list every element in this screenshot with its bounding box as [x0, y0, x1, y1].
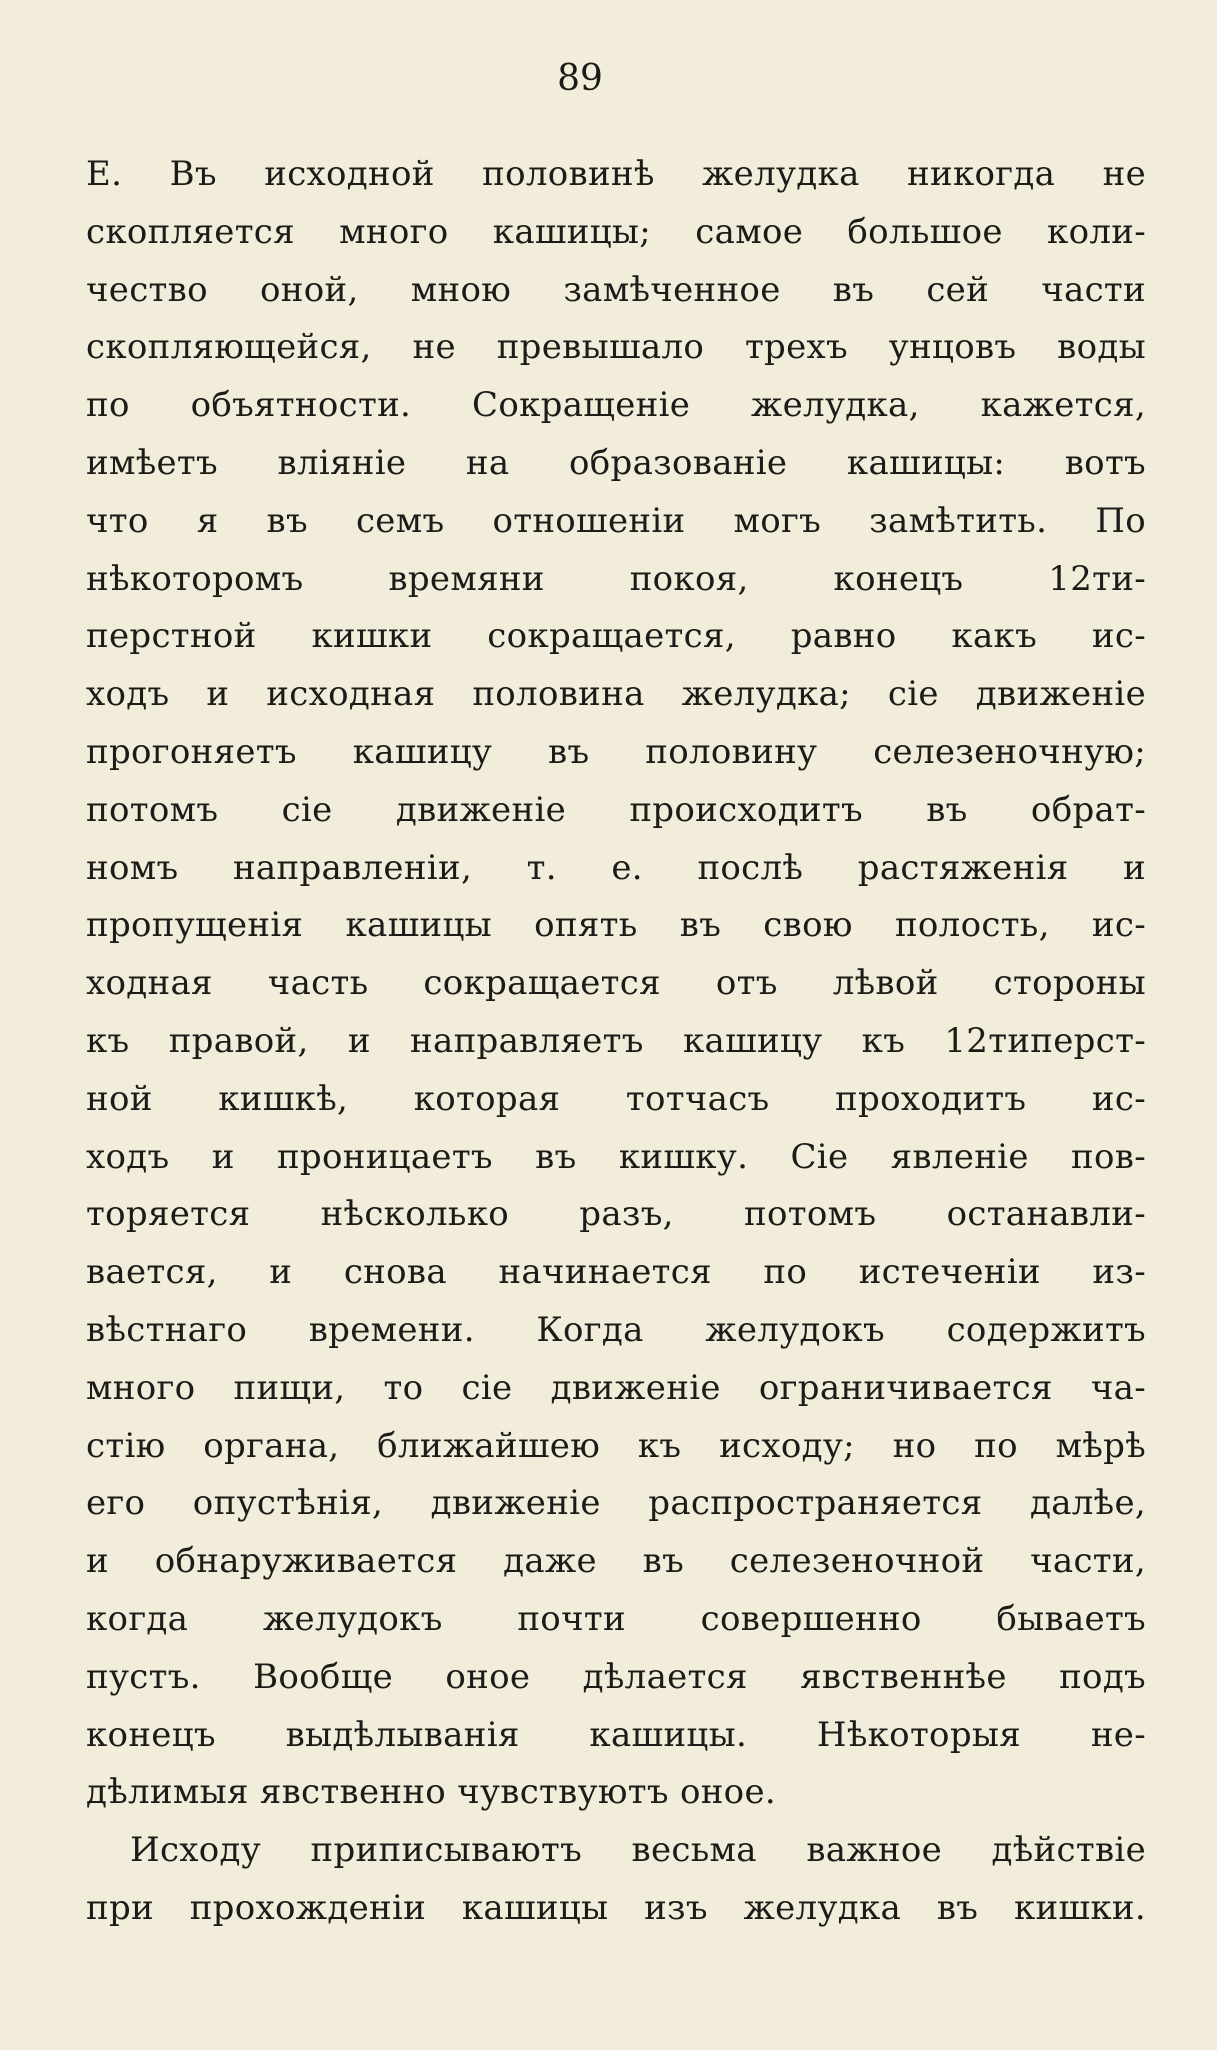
- text-line: скопляется много кашицы; самое большое коли-: [86, 211, 1146, 252]
- text-line: ной кишкѣ, которая тотчасъ проходитъ ис-: [86, 1078, 1146, 1119]
- text-line: много пищи, то сіе движеніе ограничивается ча-: [86, 1367, 1146, 1408]
- text-line: что я въ семъ отношеніи могъ замѣтить. По: [86, 500, 1146, 541]
- text-line: вѣстнаго времени. Когда желудокъ содержитъ: [86, 1309, 1146, 1350]
- text-line: номъ направленіи, т. е. послѣ растяженія и: [86, 847, 1146, 888]
- text-line: при прохожденіи кашицы изъ желудка въ кишки.: [86, 1887, 1146, 1928]
- text-line: ходъ и исходная половина желудка; сіе движеніе: [86, 674, 1146, 715]
- text-line: пропущенія кашицы опять въ свою полость, ис-: [86, 905, 1146, 946]
- text-line: конецъ выдѣлыванія кашицы. Нѣкоторыя не-: [86, 1714, 1146, 1755]
- body-text: [86, 146, 1146, 1938]
- text-line: его опустѣнія, движеніе распространяется далѣе,: [86, 1483, 1146, 1524]
- text-line: нѣкоторомъ времяни покоя, конецъ 12ти-: [86, 558, 1146, 599]
- text-line: пустъ. Вообще оное дѣлается явственнѣе подъ: [86, 1656, 1146, 1697]
- text-line: Исходу приписываютъ весьма важное дѣйствіе: [130, 1830, 1146, 1871]
- text-line: по объятности. Сокращеніе желудка, кажется,: [86, 385, 1146, 426]
- text-line: Е. Въ исходной половинѣ желудка никогда не: [86, 154, 1146, 194]
- text-line: имѣетъ вліяніе на образованіе кашицы: вотъ: [86, 442, 1146, 483]
- text-line: перстной кишки сокращается, равно какъ ис-: [86, 616, 1146, 657]
- text-line: стію органа, ближайшею къ исходу; но по мѣрѣ: [86, 1425, 1146, 1466]
- text-line: прогоняетъ кашицу въ половину селезеночную;: [86, 731, 1146, 772]
- text-line: вается, и снова начинается по истеченіи из-: [86, 1252, 1146, 1293]
- text-line: ходъ и проницаетъ въ кишку. Сіе явленіе пов-: [86, 1136, 1146, 1177]
- paragraph: [86, 1822, 1146, 1938]
- text-line: къ правой, и направляетъ кашицу къ 12типерст-: [86, 1020, 1146, 1061]
- page-number: 89: [557, 58, 603, 99]
- text-line: потомъ сіе движеніе происходитъ въ обрат-: [86, 789, 1146, 830]
- text-line: ходная часть сокращается отъ лѣвой стороны: [86, 963, 1146, 1004]
- text-line: чество оной, мною замѣченное въ сей части: [86, 269, 1146, 310]
- text-line: скопляющейся, не превышало трехъ унцовъ воды: [86, 327, 1146, 368]
- paragraph: [86, 146, 1146, 1822]
- text-line: когда желудокъ почти совершенно бываетъ: [86, 1598, 1146, 1639]
- text-line: дѣлимыя явственно чувствуютъ оное.: [86, 1772, 776, 1813]
- text-line: и обнаруживается даже въ селезеночной части,: [86, 1541, 1146, 1582]
- text-line: торяется нѣсколько разъ, потомъ останавли-: [86, 1194, 1146, 1235]
